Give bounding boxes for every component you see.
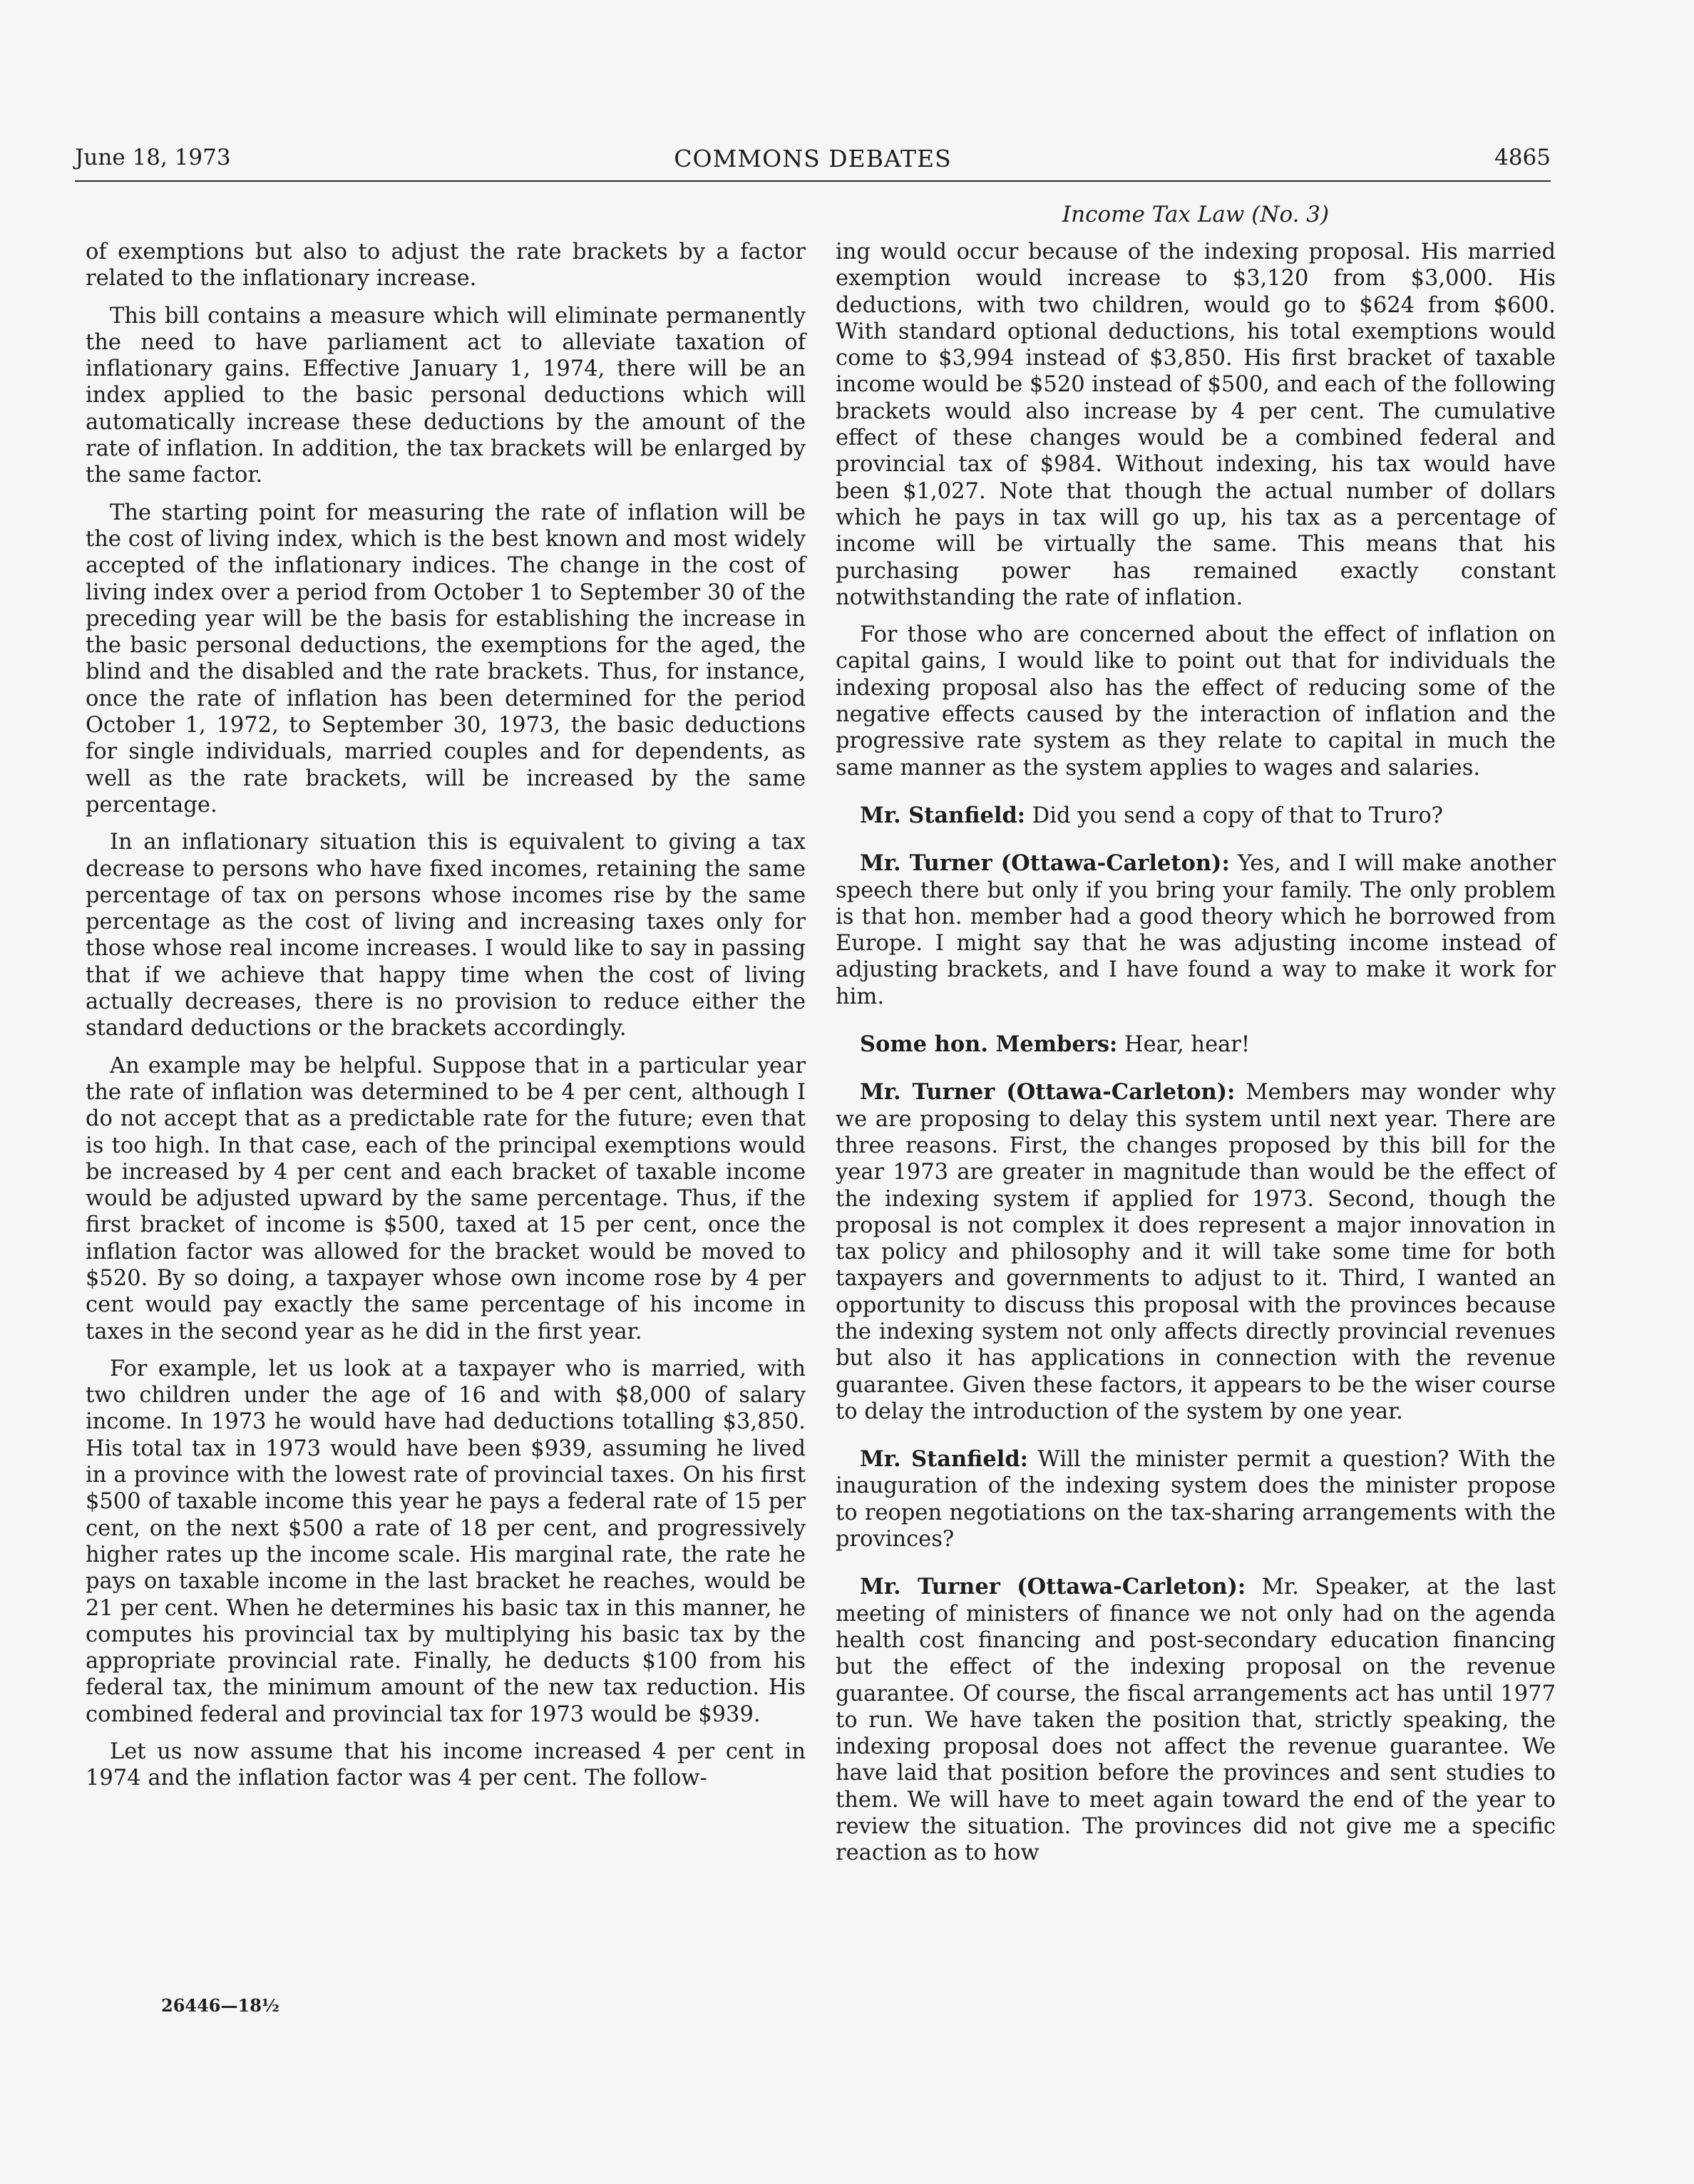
speaker-name: Mr. Turner (Ottawa-Carleton): [860, 850, 1230, 877]
speech-paragraph [836, 1446, 1556, 1552]
speech-text: Did you send a copy of that to Truro? [1032, 803, 1444, 828]
paragraph: For those who are concerned about the effect of inflation on capital gains, I would like to point out that for individuals the indexing proposal also has the effect of reducing some of the negative effects caused by the interaction of inflation and the progressive rate system as they relate to capital in much the same manner as the system applies to wages and salaries. [836, 622, 1556, 781]
page-number: 4865 [1494, 145, 1551, 170]
speech-paragraph [836, 1031, 1556, 1058]
paragraph: For example, let us look at a taxpayer who is married, with two children under the age of 16 and with $8,000 of salary income. In 1973 he would have had deductions totalling $3,850. His total tax in 1973 would have been $939, assuming he lived in a province with the lowest rate of provincial taxes. On his first $500 of taxable income this year he pays a federal rate of 15 per cent, on the next $500 a rate of 18 per cent, and progressively higher rates up the income scale. His marginal rate, the rate he pays on taxable income in the last bracket he reaches, would be 21 per cent. When he determines his basic tax in this manner, he computes his provincial tax by multiplying his basic tax by the appropriate provincial rate. Finally, he deducts $100 from his federal tax, the minimum amount of the new tax reduction. His combined federal and provincial tax for 1973 would be $939. [86, 1356, 806, 1727]
paragraph: An example may be helpful. Suppose that in a particular year the rate of inflation was determined to be 4 per cent, although I do not accept that as a predictable rate for the future; even that is too high. In that case, each of the principal exemptions would be increased by 4 per cent and each bracket of taxable income would be adjusted upward by the same percentage. Thus, if the first bracket of income is $500, taxed at 15 per cent, once the inflation factor was allowed for the bracket would be moved to $520. By so doing, a taxpayer whose own income rose by 4 per cent would pay exactly the same percentage of his income in taxes in the second year as he did in the first year. [86, 1053, 806, 1344]
speaker-name: Some hon. Members: [860, 1031, 1118, 1058]
header-date: June 18, 1973 [75, 145, 231, 170]
page-header [75, 145, 1551, 182]
speech-text: Mr. Speaker, at the last meeting of ministers of finance we not only had on the agenda health cost financing and post-secondary education financing but the effect of the indexing proposal on the revenue guarantee. Of course, the fiscal arrangements act has until 1977 to run. We have taken the position that, strictly speaking, the indexing proposal does not affect the revenue guarantee. We have laid that position before the provinces and sent studies to them. We will have to meet again toward the end of the year to review the situation. The provinces did not give me a specific reaction as to how [836, 1575, 1556, 1866]
speaker-name: Mr. Stanfield: [860, 802, 1026, 828]
paragraph: In an inflationary situation this is equivalent to giving a tax decrease to persons who have fixed incomes, retaining the same percentage of tax on persons whose incomes rise by the same percentage as the cost of living and increasing taxes only for those whose real income increases. I would like to say in passing that if we achieve that happy time when the cost of living actually decreases, there is no provision to reduce either the standard deductions or the brackets accordingly. [86, 830, 806, 1041]
left-column [86, 239, 806, 1803]
paragraph: Let us now assume that his income increased 4 per cent in 1974 and the inflation factor was 4 per cent. The follow- [86, 1739, 806, 1791]
speech-paragraph [836, 1079, 1556, 1425]
print-reference: 26446—18½ [161, 1995, 279, 2016]
paragraph: This bill contains a measure which will eliminate permanently the need to have parliament act to alleviate taxation of inflationary gains. Effective January 1, 1974, there will be an index applied to the basic personal deductions which will automatically increase these deductions by the amount of the rate of inflation. In addition, the tax brackets will be enlarged by the same factor. [86, 303, 806, 488]
paragraph: The starting point for measuring the rate of inflation will be the cost of living index, which is the best known and most widely accepted of the inflationary indices. The change in the cost of living index over a period from October 1 to September 30 of the preceding year will be the basis for establishing the increase in the basic personal deductions, the exemptions for the aged, the blind and the disabled and the rate brackets. Thus, for instance, once the rate of inflation has been determined for the period October 1, 1972, to September 30, 1973, the basic deductions for single individuals, married couples and for dependents, as well as the rate brackets, will be increased by the same percentage. [86, 500, 806, 818]
paragraph: ing would occur because of the indexing proposal. His married exemption would increase to $3,120 from $3,000. His deductions, with two children, would go to $624 from $600. With standard optional deductions, his total exemptions would come to $3,994 instead of $3,850. His first bracket of taxable income would be $520 instead of $500, and each of the following brackets would also increase by 4 per cent. The cumulative effect of these changes would be a combined federal and provincial tax of $984. Without indexing, his tax would have been $1,027. Note that though the actual number of dollars which he pays in tax will go up, his tax as a percentage of income will be virtually the same. This means that his purchasing power has remained exactly constant notwithstanding the rate of inflation. [836, 239, 1556, 610]
speech-text: Will the minister permit a question? With the inauguration of the indexing system does the minister propose to reopen negotiations on the tax-sharing arrangements with the provinces? [836, 1447, 1556, 1552]
speech-paragraph [836, 1574, 1556, 1866]
speech-text: Yes, and I will make another speech there but only if you bring your family. The only problem is that hon. member had a good theory which he borrowed from Europe. I might say that he was adjusting income instead of adjusting brackets, and I have found a way to make it work for him. [836, 851, 1556, 1009]
speech-text: Members may wonder why we are proposing to delay this system until next year. There are three reasons. First, the changes proposed by this bill for the year 1973 are greater in magnitude than would be the effect of the indexing system if applied for 1973. Second, though the proposal is not complex it does represent a major innovation in tax policy and philosophy and it will take some time for both taxpayers and governments to adjust to it. Third, I wanted an opportunity to discuss this proposal with the provinces because the indexing system not only affects directly provincial revenues but also it has applications in connection with the revenue guarantee. Given these factors, it appears to be the wiser course to delay the introduction of the system by one year. [836, 1080, 1556, 1424]
speech-text: Hear, hear! [1124, 1032, 1251, 1058]
speech-paragraph [836, 803, 1556, 829]
speaker-name: Mr. Turner (Ottawa-Carleton): [860, 1079, 1236, 1106]
publication-title: COMMONS DEBATES [674, 145, 952, 172]
speaker-name: Mr. Stanfield: [860, 1446, 1028, 1473]
right-column [836, 239, 1556, 1877]
section-title: Income Tax Law (No. 3) [1062, 202, 1330, 227]
paragraph: of exemptions but also to adjust the rate brackets by a factor related to the inflationary increase. [86, 239, 806, 292]
speech-paragraph [836, 850, 1556, 1010]
speaker-name: Mr. Turner (Ottawa-Carleton): [860, 1574, 1246, 1600]
